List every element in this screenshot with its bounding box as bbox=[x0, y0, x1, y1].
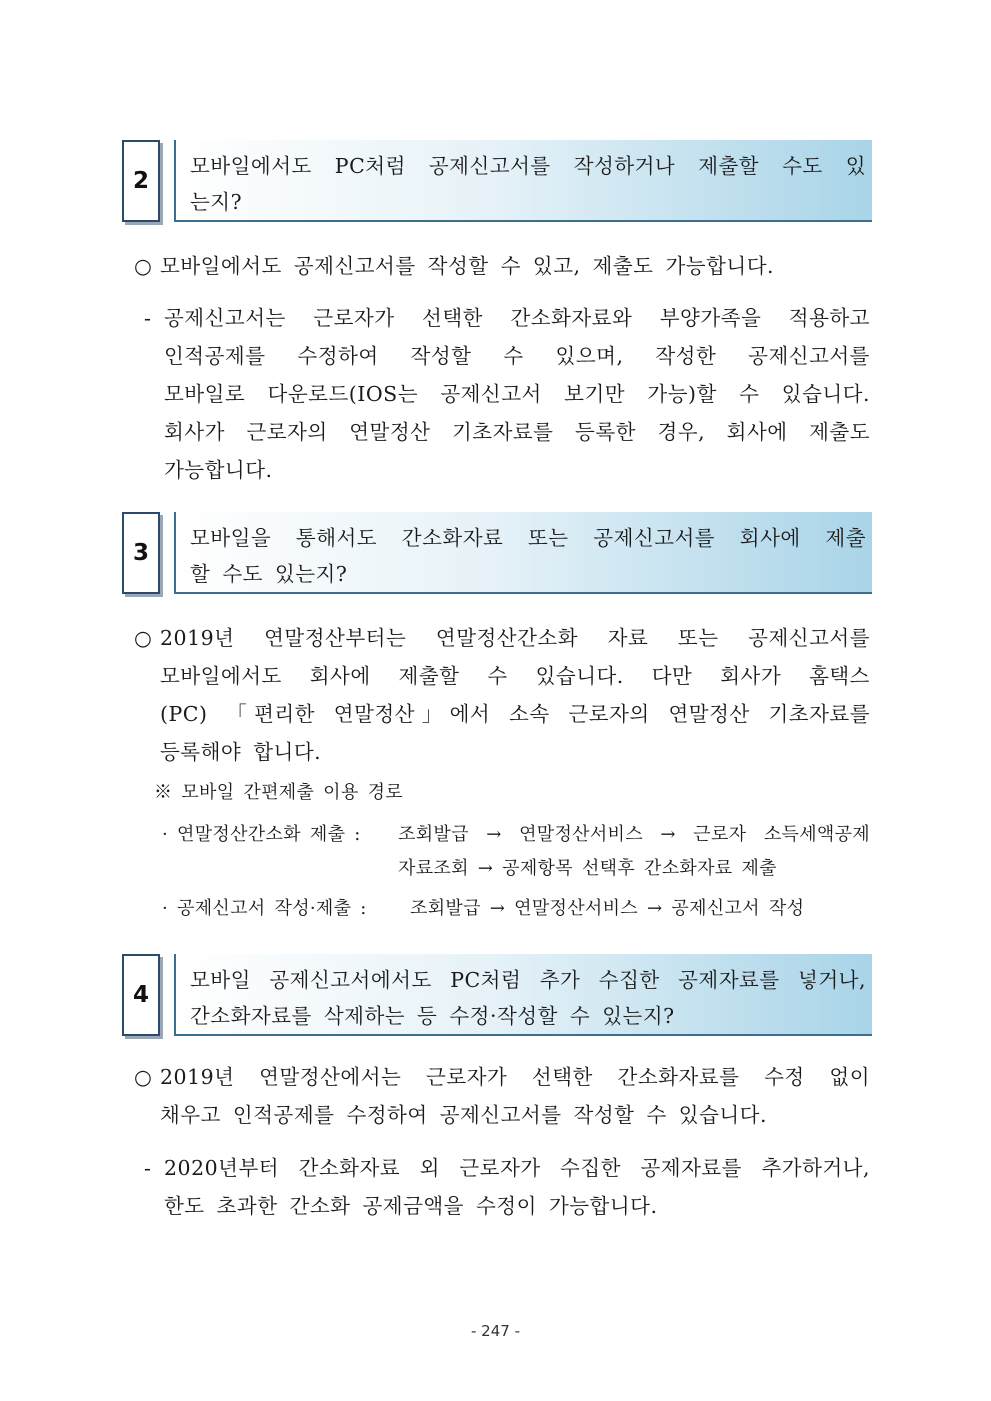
route-path-line: 자료조회 → 공제항목 선택후 간소화자료 제출 bbox=[398, 858, 777, 879]
note-title: ※ 모바일 간편제출 이용 경로 bbox=[154, 782, 403, 803]
answer-line: 2019년 연말정산부터는 연말정산간소화 자료 또는 공제신고서를 bbox=[160, 626, 870, 650]
question-title-line: 모바일 공제신고서에서도 PC처럼 추가 수집한 공제자료를 넣거나, bbox=[190, 968, 866, 992]
detail-line: 가능합니다. bbox=[164, 458, 273, 482]
dash-bullet: - bbox=[144, 1156, 152, 1180]
route-path-line: 조회발급 → 연말정산서비스 → 공제신고서 작성 bbox=[410, 898, 805, 919]
detail-line: 공제신고서는 근로자가 선택한 간소화자료와 부양가족을 적용하고 bbox=[164, 306, 870, 330]
question-title-line: 할 수도 있는지? bbox=[190, 562, 348, 586]
question-title-line: 모바일을 통해서도 간소화자료 또는 공제신고서를 회사에 제출 bbox=[190, 526, 866, 550]
answer-paragraph bbox=[134, 247, 868, 285]
dash-bullet: - bbox=[144, 306, 152, 330]
detail-line: 인적공제를 수정하여 작성할 수 있으며, 작성한 공제신고서를 bbox=[164, 344, 870, 368]
page-number: - 247 - bbox=[471, 1322, 520, 1340]
route-label: · 공제신고서 작성·제출 : bbox=[162, 898, 367, 919]
answer-line: 2019년 연말정산에서는 근로자가 선택한 간소화자료를 수정 없이 bbox=[160, 1065, 870, 1089]
question-title bbox=[174, 954, 872, 1036]
question-number: 4 bbox=[122, 954, 160, 1036]
answer-line: 모바일에서도 회사에 제출할 수 있습니다. 다만 회사가 홈택스 bbox=[160, 664, 870, 688]
question-title bbox=[174, 512, 872, 594]
answer-line: 등록해야 합니다. bbox=[160, 740, 322, 764]
detail-line: 2020년부터 간소화자료 외 근로자가 수집한 공제자료를 추가하거나, bbox=[164, 1156, 870, 1180]
question-title-line: 모바일에서도 PC처럼 공제신고서를 작성하거나 제출할 수도 있 bbox=[190, 154, 866, 178]
detail-paragraph bbox=[144, 1149, 870, 1225]
route-path bbox=[410, 892, 862, 926]
detail-line: 회사가 근로자의 연말정산 기초자료를 등록한 경우, 회사에 제출도 bbox=[164, 420, 870, 444]
route-label: · 연말정산간소화 제출 : bbox=[162, 824, 361, 845]
circle-bullet: ○ bbox=[134, 1065, 153, 1089]
route-path bbox=[398, 818, 870, 886]
question-number: 3 bbox=[122, 512, 160, 594]
answer-paragraph bbox=[134, 619, 870, 771]
circle-bullet: ○ bbox=[134, 626, 153, 650]
question-title-line: 간소화자료를 삭제하는 등 수정·작성할 수 있는지? bbox=[190, 1004, 675, 1028]
route-path-line: 조회발급 → 연말정산서비스 → 근로자 소득세액공제 bbox=[398, 824, 870, 845]
question-number: 2 bbox=[122, 140, 160, 222]
answer-paragraph bbox=[134, 1058, 870, 1134]
question-title bbox=[174, 140, 872, 222]
detail-line: 한도 초과한 간소화 공제금액을 수정이 가능합니다. bbox=[164, 1194, 658, 1218]
answer-line: (PC) 「편리한 연말정산」에서 소속 근로자의 연말정산 기초자료를 bbox=[160, 702, 870, 726]
answer-line: 모바일에서도 공제신고서를 작성할 수 있고, 제출도 가능합니다. bbox=[160, 254, 775, 278]
circle-bullet: ○ bbox=[134, 254, 153, 278]
detail-paragraph bbox=[144, 299, 870, 489]
question-title-line: 는지? bbox=[190, 190, 243, 214]
detail-line: 모바일로 다운로드(IOS는 공제신고서 보기만 가능)할 수 있습니다. bbox=[164, 382, 870, 406]
answer-line: 채우고 인적공제를 수정하여 공제신고서를 작성할 수 있습니다. bbox=[160, 1103, 767, 1127]
